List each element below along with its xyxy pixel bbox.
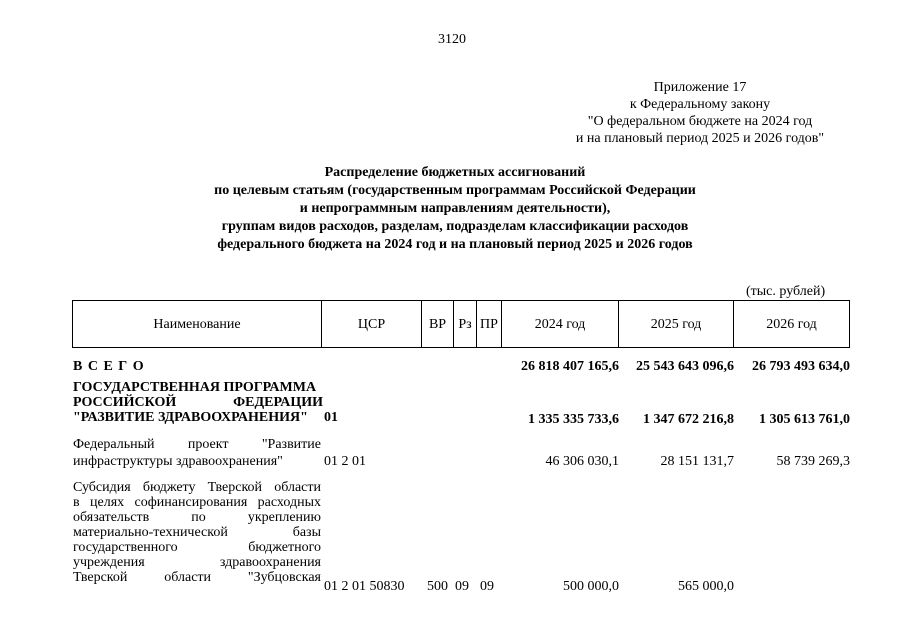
units-note: (тыс. рублей)	[746, 284, 826, 299]
subsidy-name-line: государственного бюджетного	[73, 540, 321, 555]
page-number: 3120	[438, 32, 466, 47]
appendix-reference	[520, 79, 880, 147]
program-name-line: ГОСУДАРСТВЕННАЯ ПРОГРАММА	[73, 380, 317, 395]
header-2026: 2026 год	[734, 301, 850, 348]
program-2024: 1 335 335 733,6	[528, 412, 619, 427]
subsidy-name-line: в целях софинансирования расходных	[73, 495, 321, 510]
subsidy-name-line: обязательств по укреплению	[73, 510, 321, 525]
project-name-line: инфраструктуры здравоохранения"	[73, 454, 283, 469]
program-name-word: ФЕДЕРАЦИИ	[233, 395, 323, 410]
project-name-line: Федеральный проект "Развитие	[73, 437, 321, 452]
subsidy-name-line: Субсидия бюджету Тверской области	[73, 480, 321, 495]
subsidy-name	[73, 479, 321, 584]
subsidy-name-line: материально-технической базы	[73, 525, 321, 540]
total-2024: 26 818 407 165,6	[521, 359, 619, 374]
program-csr: 01	[324, 410, 338, 425]
title-line: федерального бюджета на 2024 год и на плановый период 2025 и 2026 годов	[217, 237, 693, 252]
subsidy-csr: 01 2 01 50830	[324, 579, 405, 594]
appendix-line: "О федеральном бюджете на 2024 год	[587, 114, 813, 129]
title-line: Распределение бюджетных ассигнований	[324, 165, 586, 180]
total-2025: 25 543 643 096,6	[636, 359, 734, 374]
subsidy-name-line: учреждения здравоохранения	[73, 555, 321, 570]
program-name-word: РОССИЙСКОЙ	[73, 395, 177, 410]
total-2026: 26 793 493 634,0	[752, 359, 850, 374]
appendix-line: к Федеральному закону	[629, 97, 771, 112]
subsidy-name-line: Тверской области "Зубцовская	[73, 570, 321, 585]
budget-table-header	[72, 300, 850, 348]
program-name-line: "РАЗВИТИЕ ЗДРАВООХРАНЕНИЯ"	[73, 410, 308, 425]
project-2026: 58 739 269,3	[776, 454, 850, 469]
document-title	[150, 164, 760, 254]
subsidy-2025: 565 000,0	[678, 579, 734, 594]
header-csr: ЦСР	[322, 301, 422, 348]
project-name	[73, 436, 323, 470]
header-pr: ПР	[477, 301, 502, 348]
subsidy-2024: 500 000,0	[563, 579, 619, 594]
program-name	[73, 379, 323, 424]
header-vr: ВР	[422, 301, 454, 348]
program-2025: 1 347 672 216,8	[643, 412, 734, 427]
subsidy-vr: 500	[427, 579, 448, 594]
subsidy-pr: 09	[480, 579, 494, 594]
subsidy-rz: 09	[455, 579, 469, 594]
program-2026: 1 305 613 761,0	[759, 412, 850, 427]
header-rz: Рз	[454, 301, 477, 348]
program-name-line	[73, 394, 323, 409]
title-line: и непрограммным направлениям деятельности),	[299, 201, 611, 216]
total-label: В С Е Г О	[73, 359, 145, 374]
header-2024: 2024 год	[502, 301, 619, 348]
header-2025: 2025 год	[619, 301, 734, 348]
appendix-line: Приложение 17	[653, 80, 747, 95]
project-csr: 01 2 01	[324, 454, 366, 469]
header-name: Наименование	[73, 301, 322, 348]
appendix-line: и на плановый период 2025 и 2026 годов"	[575, 131, 825, 146]
title-line: группам видов расходов, разделам, подразделам классификации расходов	[221, 219, 689, 234]
project-2025: 28 151 131,7	[660, 454, 734, 469]
project-2024: 46 306 030,1	[545, 454, 619, 469]
title-line: по целевым статьям (государственным программам Российской Федерации	[214, 183, 696, 198]
